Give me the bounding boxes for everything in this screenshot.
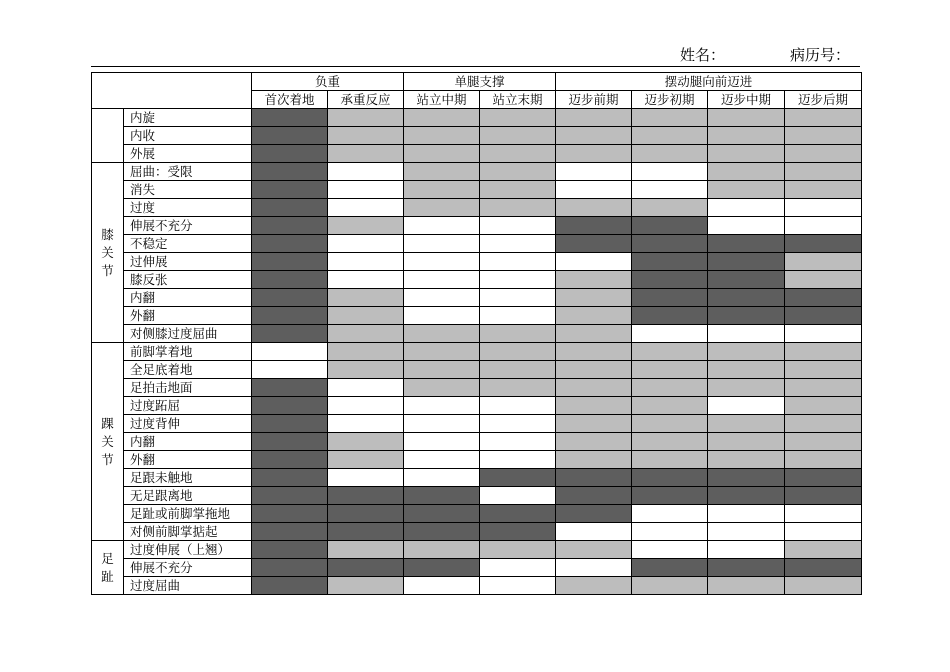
shade-cell (328, 289, 404, 307)
shade-cell (785, 271, 862, 289)
table-row (92, 163, 862, 181)
deviation-label: 外展 (124, 145, 252, 163)
shade-cell (252, 361, 328, 379)
deviation-label: 全足底着地 (124, 361, 252, 379)
table-row (92, 559, 862, 577)
shade-cell (785, 145, 862, 163)
shade-cell (785, 325, 862, 343)
shade-cell (708, 217, 785, 235)
deviation-label: 伸展不充分 (124, 217, 252, 235)
subphase-header: 迈步中期 (708, 91, 785, 109)
shade-cell (556, 379, 632, 397)
shade-cell (480, 127, 556, 145)
deviation-label: 对侧膝过度屈曲 (124, 325, 252, 343)
shade-cell (785, 163, 862, 181)
shade-cell (556, 217, 632, 235)
shade-cell (556, 487, 632, 505)
shade-cell (404, 397, 480, 415)
deviation-label: 内旋 (124, 109, 252, 127)
subphase-header: 首次着地 (252, 91, 328, 109)
shade-cell (480, 163, 556, 181)
table-row (92, 397, 862, 415)
shade-cell (785, 181, 862, 199)
shade-cell (480, 523, 556, 541)
table-row (92, 541, 862, 559)
phase-header: 摆动腿向前迈进 (556, 73, 862, 91)
table-row (92, 577, 862, 595)
shade-cell (480, 307, 556, 325)
shade-cell (556, 415, 632, 433)
shade-cell (328, 325, 404, 343)
shade-cell (328, 451, 404, 469)
shade-cell (480, 181, 556, 199)
shade-cell (556, 469, 632, 487)
shade-cell (708, 199, 785, 217)
table-row (92, 289, 862, 307)
shade-cell (785, 541, 862, 559)
shade-cell (328, 271, 404, 289)
shade-cell (785, 379, 862, 397)
shade-cell (404, 577, 480, 595)
table-row (92, 181, 862, 199)
shade-cell (328, 541, 404, 559)
name-label: 姓名： (680, 46, 726, 64)
shade-cell (252, 271, 328, 289)
shade-cell (252, 307, 328, 325)
shade-cell (328, 559, 404, 577)
shade-cell (708, 379, 785, 397)
shade-cell (328, 379, 404, 397)
shade-cell (328, 253, 404, 271)
deviation-label: 过度 (124, 199, 252, 217)
shade-cell (252, 505, 328, 523)
shade-cell (708, 361, 785, 379)
shade-cell (785, 307, 862, 325)
shade-cell (480, 559, 556, 577)
deviation-label: 内收 (124, 127, 252, 145)
shade-cell (328, 199, 404, 217)
shade-cell (632, 289, 708, 307)
shade-cell (480, 253, 556, 271)
shade-cell (708, 397, 785, 415)
shade-cell (708, 109, 785, 127)
shade-cell (632, 145, 708, 163)
shade-cell (785, 523, 862, 541)
table-row (92, 325, 862, 343)
shade-cell (556, 343, 632, 361)
shade-cell (708, 271, 785, 289)
shade-cell (404, 181, 480, 199)
table-row (92, 253, 862, 271)
joint-group-label (92, 109, 124, 163)
shade-cell (708, 469, 785, 487)
shade-cell (785, 217, 862, 235)
shade-cell (252, 451, 328, 469)
deviation-label: 前脚掌着地 (124, 343, 252, 361)
shade-cell (632, 217, 708, 235)
shade-cell (556, 559, 632, 577)
shade-cell (708, 235, 785, 253)
shade-cell (480, 487, 556, 505)
shade-cell (252, 235, 328, 253)
shade-cell (480, 145, 556, 163)
shade-cell (632, 469, 708, 487)
shade-cell (785, 109, 862, 127)
shade-cell (785, 559, 862, 577)
shade-cell (556, 109, 632, 127)
shade-cell (708, 163, 785, 181)
table-row (92, 451, 862, 469)
table-row (92, 433, 862, 451)
subphase-header: 迈步后期 (785, 91, 862, 109)
deviation-label: 对侧前脚掌掂起 (124, 523, 252, 541)
shade-cell (328, 181, 404, 199)
shade-cell (785, 127, 862, 145)
shade-cell (404, 325, 480, 343)
shade-cell (404, 487, 480, 505)
table-row (92, 487, 862, 505)
deviation-label: 屈曲：受限 (124, 163, 252, 181)
shade-cell (252, 289, 328, 307)
shade-cell (632, 253, 708, 271)
shade-cell (328, 145, 404, 163)
phase-header: 负重 (252, 73, 404, 91)
shade-cell (708, 433, 785, 451)
gait-table-body (92, 109, 862, 595)
shade-cell (785, 433, 862, 451)
shade-cell (328, 397, 404, 415)
deviation-label: 足跟未触地 (124, 469, 252, 487)
corner-cell (92, 73, 252, 109)
shade-cell (785, 469, 862, 487)
shade-cell (632, 271, 708, 289)
shade-cell (252, 379, 328, 397)
shade-cell (404, 469, 480, 487)
shade-cell (708, 415, 785, 433)
shade-cell (785, 235, 862, 253)
phase-header: 单腿支撑 (404, 73, 556, 91)
shade-cell (480, 109, 556, 127)
shade-cell (556, 289, 632, 307)
shade-cell (785, 415, 862, 433)
shade-cell (252, 397, 328, 415)
shade-cell (785, 577, 862, 595)
shade-cell (632, 163, 708, 181)
table-row (92, 343, 862, 361)
shade-cell (404, 145, 480, 163)
deviation-label: 伸展不充分 (124, 559, 252, 577)
deviation-label: 外翻 (124, 307, 252, 325)
shade-cell (556, 163, 632, 181)
deviation-label: 过度伸展（上翘） (124, 541, 252, 559)
deviation-label: 内翻 (124, 433, 252, 451)
deviation-label: 无足跟离地 (124, 487, 252, 505)
shade-cell (632, 361, 708, 379)
shade-cell (252, 199, 328, 217)
deviation-label: 足趾或前脚掌拖地 (124, 505, 252, 523)
shade-cell (328, 415, 404, 433)
shade-cell (480, 343, 556, 361)
shade-cell (556, 145, 632, 163)
joint-group-label: 膝 关 节 (92, 163, 124, 343)
shade-cell (632, 325, 708, 343)
shade-cell (708, 325, 785, 343)
shade-cell (404, 559, 480, 577)
table-row (92, 271, 862, 289)
shade-cell (404, 253, 480, 271)
shade-cell (480, 451, 556, 469)
shade-cell (708, 541, 785, 559)
shade-cell (252, 469, 328, 487)
shade-cell (404, 307, 480, 325)
deviation-label: 过度屈曲 (124, 577, 252, 595)
table-row (92, 217, 862, 235)
shade-cell (328, 109, 404, 127)
shade-cell (480, 379, 556, 397)
shade-cell (480, 397, 556, 415)
shade-cell (252, 487, 328, 505)
subphase-header: 迈步前期 (556, 91, 632, 109)
shade-cell (252, 181, 328, 199)
shade-cell (632, 109, 708, 127)
shade-cell (632, 343, 708, 361)
shade-cell (404, 379, 480, 397)
shade-cell (328, 505, 404, 523)
shade-cell (785, 451, 862, 469)
shade-cell (404, 415, 480, 433)
shade-cell (252, 217, 328, 235)
shade-cell (708, 307, 785, 325)
shade-cell (252, 109, 328, 127)
shade-cell (252, 163, 328, 181)
shade-cell (480, 505, 556, 523)
shade-cell (252, 433, 328, 451)
shade-cell (632, 397, 708, 415)
shade-cell (708, 559, 785, 577)
shade-cell (252, 343, 328, 361)
table-row (92, 307, 862, 325)
record-number-label: 病历号： (790, 46, 851, 64)
shade-cell (556, 127, 632, 145)
shade-cell (556, 199, 632, 217)
shade-cell (556, 235, 632, 253)
header-rule (91, 66, 860, 67)
shade-cell (708, 343, 785, 361)
shade-cell (328, 487, 404, 505)
shade-cell (404, 289, 480, 307)
shade-cell (785, 289, 862, 307)
shade-cell (404, 541, 480, 559)
shade-cell (632, 523, 708, 541)
shade-cell (632, 181, 708, 199)
shade-cell (785, 505, 862, 523)
shade-cell (708, 289, 785, 307)
table-row (92, 523, 862, 541)
shade-cell (480, 541, 556, 559)
phase-header-row (92, 73, 862, 91)
shade-cell (632, 451, 708, 469)
shade-cell (632, 415, 708, 433)
shade-cell (404, 235, 480, 253)
shade-cell (404, 127, 480, 145)
shade-cell (480, 235, 556, 253)
shade-cell (556, 253, 632, 271)
shade-cell (328, 235, 404, 253)
shade-cell (404, 505, 480, 523)
shade-cell (785, 361, 862, 379)
shade-cell (708, 505, 785, 523)
shade-cell (632, 487, 708, 505)
shade-cell (328, 433, 404, 451)
shade-cell (480, 361, 556, 379)
subphase-header: 站立末期 (480, 91, 556, 109)
gait-analysis-table (91, 72, 862, 595)
shade-cell (708, 487, 785, 505)
shade-cell (328, 217, 404, 235)
deviation-label: 消失 (124, 181, 252, 199)
shade-cell (404, 343, 480, 361)
shade-cell (480, 433, 556, 451)
table-row (92, 469, 862, 487)
shade-cell (556, 271, 632, 289)
shade-cell (708, 523, 785, 541)
shade-cell (632, 235, 708, 253)
shade-cell (252, 127, 328, 145)
deviation-label: 过伸展 (124, 253, 252, 271)
shade-cell (632, 541, 708, 559)
shade-cell (632, 559, 708, 577)
shade-cell (556, 433, 632, 451)
table-row (92, 379, 862, 397)
shade-cell (252, 415, 328, 433)
shade-cell (328, 361, 404, 379)
deviation-label: 内翻 (124, 289, 252, 307)
shade-cell (252, 325, 328, 343)
table-row (92, 127, 862, 145)
shade-cell (252, 523, 328, 541)
deviation-label: 外翻 (124, 451, 252, 469)
shade-cell (328, 577, 404, 595)
shade-cell (480, 217, 556, 235)
shade-cell (404, 109, 480, 127)
shade-cell (708, 577, 785, 595)
shade-cell (480, 469, 556, 487)
shade-cell (480, 289, 556, 307)
shade-cell (556, 307, 632, 325)
table-row (92, 145, 862, 163)
shade-cell (252, 145, 328, 163)
joint-group-label: 足 趾 (92, 541, 124, 595)
shade-cell (404, 361, 480, 379)
shade-cell (556, 181, 632, 199)
shade-cell (480, 199, 556, 217)
deviation-label: 足拍击地面 (124, 379, 252, 397)
shade-cell (404, 163, 480, 181)
shade-cell (556, 577, 632, 595)
shade-cell (556, 397, 632, 415)
shade-cell (708, 451, 785, 469)
shade-cell (404, 523, 480, 541)
shade-cell (785, 397, 862, 415)
table-row (92, 361, 862, 379)
table-row (92, 235, 862, 253)
shade-cell (632, 379, 708, 397)
shade-cell (404, 433, 480, 451)
shade-cell (556, 361, 632, 379)
shade-cell (556, 541, 632, 559)
deviation-label: 膝反张 (124, 271, 252, 289)
shade-cell (785, 199, 862, 217)
shade-cell (328, 127, 404, 145)
shade-cell (328, 307, 404, 325)
shade-cell (556, 451, 632, 469)
shade-cell (632, 433, 708, 451)
shade-cell (708, 253, 785, 271)
shade-cell (556, 523, 632, 541)
shade-cell (328, 523, 404, 541)
shade-cell (632, 199, 708, 217)
shade-cell (632, 505, 708, 523)
shade-cell (480, 577, 556, 595)
shade-cell (480, 415, 556, 433)
shade-cell (404, 451, 480, 469)
subphase-header: 迈步初期 (632, 91, 708, 109)
shade-cell (556, 505, 632, 523)
shade-cell (708, 127, 785, 145)
shade-cell (785, 343, 862, 361)
shade-cell (632, 577, 708, 595)
shade-cell (404, 199, 480, 217)
deviation-label: 不稳定 (124, 235, 252, 253)
shade-cell (632, 307, 708, 325)
deviation-label: 过度跖屈 (124, 397, 252, 415)
table-row (92, 415, 862, 433)
shade-cell (252, 253, 328, 271)
shade-cell (480, 271, 556, 289)
shade-cell (708, 145, 785, 163)
table-row (92, 199, 862, 217)
joint-group-label: 踝 关 节 (92, 343, 124, 541)
shade-cell (328, 343, 404, 361)
deviation-label: 过度背伸 (124, 415, 252, 433)
shade-cell (785, 487, 862, 505)
shade-cell (252, 577, 328, 595)
table-row (92, 505, 862, 523)
shade-cell (252, 559, 328, 577)
subphase-header: 站立中期 (404, 91, 480, 109)
shade-cell (556, 325, 632, 343)
shade-cell (328, 163, 404, 181)
shade-cell (480, 325, 556, 343)
shade-cell (328, 469, 404, 487)
shade-cell (404, 217, 480, 235)
shade-cell (252, 541, 328, 559)
table-row (92, 109, 862, 127)
shade-cell (404, 271, 480, 289)
subphase-header: 承重反应 (328, 91, 404, 109)
shade-cell (708, 181, 785, 199)
shade-cell (632, 127, 708, 145)
shade-cell (785, 253, 862, 271)
